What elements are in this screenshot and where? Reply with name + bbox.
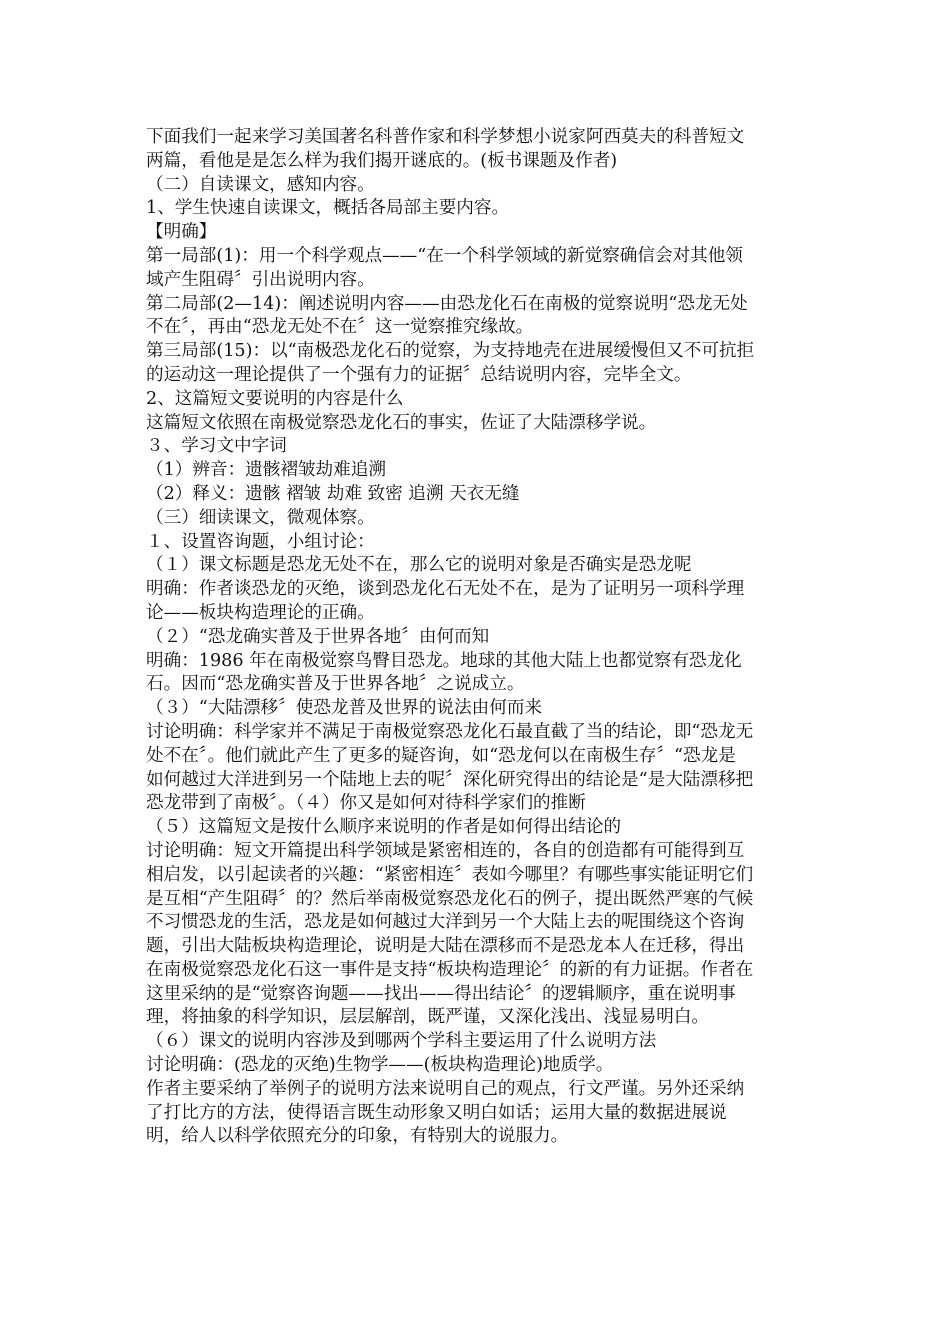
text-line: （２）“恐龙确实普及于世界各地〞由何而知	[146, 626, 490, 647]
text-line: （二）自读课文，感知内容。	[146, 174, 375, 195]
text-line: 这里采纳的是“觉察咨询题——找出——得出结论〞的逻辑顺序，重在说明事	[146, 983, 736, 1004]
text-line: 在南极觉察恐龙化石这一事件是支持“板块构造理论〞的新的有力证据。作者在	[146, 959, 754, 980]
text-line: 讨论明确：(恐龙的灭绝)生物学——(板块构造理论)地质学。	[146, 1055, 614, 1076]
text-line: 1、学生快速自读课文，概括各局部主要内容。	[146, 198, 510, 219]
text-line: 讨论明确：科学家并不满足于南极觉察恐龙化石最直截了当的结论，即“恐龙无	[146, 721, 754, 742]
text-line: （三）细读课文，微观体察。	[146, 507, 375, 528]
text-line: ３、学习文中字词	[146, 436, 287, 457]
text-line: 第二局部(2—14)：阐述说明内容——由恐龙化石在南极的觉察说明“恐龙无处	[146, 293, 748, 314]
text-line: 这篇短文依照在南极觉察恐龙化石的事实，佐证了大陆漂移学说。	[146, 412, 657, 433]
text-line: 讨论明确：短文开篇提出科学领域是紧密相连的，各自的创造都有可能得到互	[146, 840, 745, 861]
text-line: （2）释义：遗骸 褶皱 劫难 致密 追溯 天衣无缝	[146, 483, 520, 504]
text-line: 相启发，以引起读者的兴趣：“紧密相连〞表如今哪里？有哪些事实能证明它们	[146, 864, 754, 885]
text-line: 恐龙带到了南极〞。（４）你又是如何对待科学家们的推断	[146, 793, 586, 814]
text-line: 了打比方的方法，使得语言既生动形象又明白如话；运用大量的数据进展说	[146, 1102, 727, 1123]
text-line: 【明确】	[146, 222, 217, 243]
text-line: 的运动这一理论提供了一个强有力的证据〞总结说明内容，完毕全文。	[146, 364, 692, 385]
text-line: 明确：作者谈恐龙的灭绝，谈到恐龙化石无处不在，是为了证明另一项科学理	[146, 579, 745, 600]
text-line: 第一局部(1)：用一个科学观点——“在一个科学领域的新觉察确信会对其他领	[146, 245, 743, 266]
text-line: 不在〞，再由“恐龙无处不在〞这一觉察推究缘故。	[146, 317, 534, 338]
text-line: 明，给人以科学依照充分的印象，有特别大的说服力。	[146, 1126, 569, 1147]
text-line: 处不在〞。他们就此产生了更多的疑咨询，如“恐龙何以在南极生存〞“恐龙是	[146, 745, 736, 766]
text-line: （５）这篇短文是按什么顺序来说明的作者是如何得出结论的	[146, 817, 622, 838]
text-line: 理，将抽象的科学知识，层层解剖，既严谨，又深化浅出、浅显易明白。	[146, 1007, 710, 1028]
text-line: 两篇，看他是是怎么样为我们揭开谜底的。(板书课题及作者)	[146, 150, 618, 171]
text-line: 作者主要采纳了举例子的说明方法来说明自己的观点，行文严谨。另外还采纳	[146, 1078, 745, 1099]
text-line: 2、这篇短文要说明的内容是什么	[146, 388, 404, 409]
text-line: 不习惯恐龙的生活，恐龙是如何越过大洋到另一个大陆上去的呢围绕这个咨询	[146, 912, 745, 933]
text-line: 是互相“产生阻碍〞的？然后举南极觉察恐龙化石的例子，提出既然严寒的气候	[146, 888, 754, 909]
text-line: １、设置咨询题，小组讨论：	[146, 531, 375, 552]
text-line: 如何越过大洋进到另一个陆地上去的呢〞深化研究得出的结论是“是大陆漂移把	[146, 769, 754, 790]
text-line: 域产生阻碍〞引出说明内容。	[146, 269, 375, 290]
text-line: 第三局部(15)：以“南极恐龙化石的觉察，为支持地壳在进展缓慢但又不可抗拒	[146, 341, 755, 362]
text-line: （1）辨音：遗骸褶皱劫难追溯	[146, 460, 386, 481]
text-line: 论——板块构造理论的正确。	[146, 602, 375, 623]
text-line: （１）课文标题是恐龙无处不在，那么它的说明对象是否确实是恐龙呢	[146, 555, 692, 576]
text-line: 题，引出大陆板块构造理论，说明是大陆在漂移而不是恐龙本人在迁移，得出	[146, 936, 745, 957]
text-line: 石。因而“恐龙确实普及于世界各地〞之说成立。	[146, 674, 525, 695]
text-line: 明确：1986 年在南极觉察鸟臀目恐龙。地球的其他大陆上也都觉察有恐龙化	[146, 650, 742, 671]
text-line: 下面我们一起来学习美国著名科普作家和科学梦想小说家阿西莫夫的科普短文	[146, 127, 745, 147]
document-body	[146, 126, 808, 1149]
text-line: （６）课文的说明内容涉及到哪两个学科主要运用了什么说明方法	[146, 1031, 657, 1052]
text-line: （３）“大陆漂移〞使恐龙普及世界的说法由何而来	[146, 698, 543, 719]
